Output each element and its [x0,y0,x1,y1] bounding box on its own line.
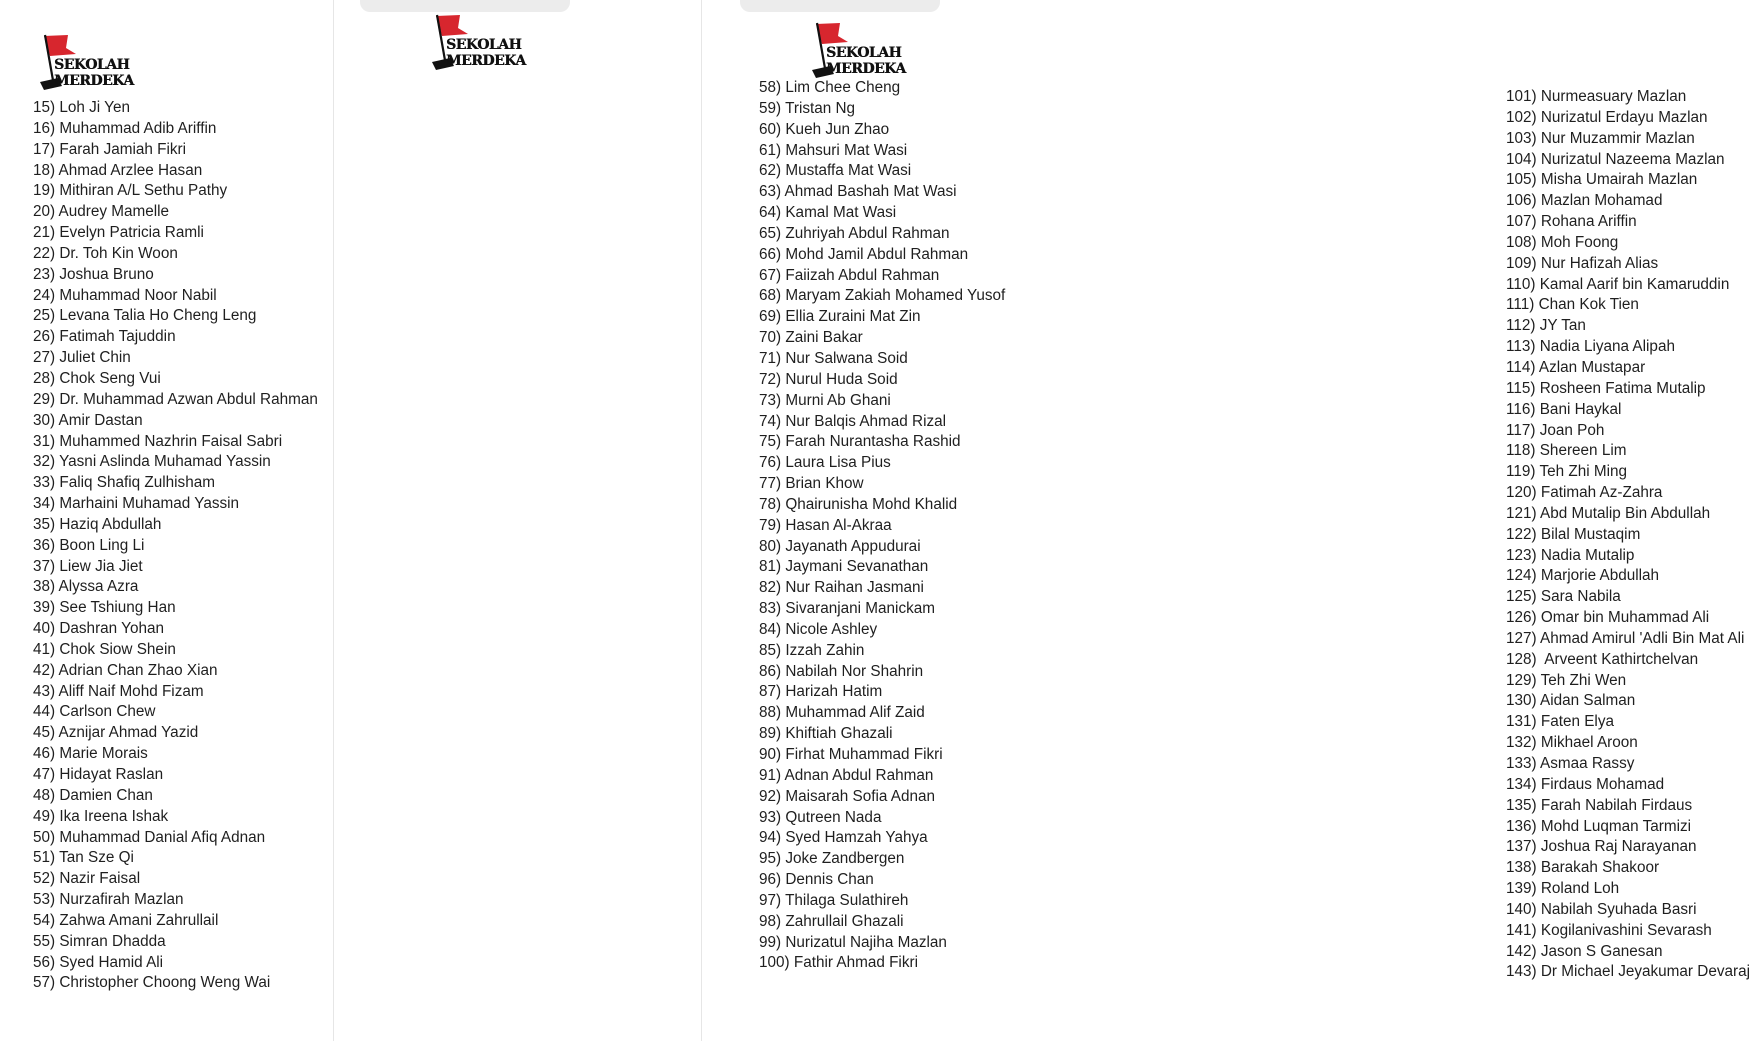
list-item: 103) Nur Muzammir Mazlan [1506,129,1695,147]
list-item: 81) Jaymani Sevanathan [759,558,929,576]
list-item: 51) Tan Sze Qi [33,849,134,867]
list-item: 25) Levana Talia Ho Cheng Leng [33,307,257,325]
list-item: 34) Marhaini Muhamad Yassin [33,495,240,513]
list-item: 107) Rohana Ariffin [1506,213,1637,231]
list-item: 20) Audrey Mamelle [33,203,170,221]
list-item: 61) Mahsuri Mat Wasi [759,141,908,159]
list-item: 117) Joan Poh [1506,421,1605,439]
list-item: 110) Kamal Aarif bin Kamaruddin [1506,275,1730,293]
list-item: 68) Maryam Zakiah Mohamed Yusof [759,287,1006,305]
list-item: 112) JY Tan [1506,317,1586,335]
list-item: 45) Aznijar Ahmad Yazid [33,724,199,742]
list-item: 21) Evelyn Patricia Ramli [33,224,204,242]
list-item: 102) Nurizatul Erdayu Mazlan [1506,108,1708,126]
list-item: 137) Joshua Raj Narayanan [1506,838,1697,856]
list-item: 88) Muhammad Alif Zaid [759,704,925,722]
list-item: 44) Carlson Chew [33,703,156,721]
list-item: 97) Thilaga Sulathireh [759,891,909,909]
list-item: 99) Nurizatul Najiha Mazlan [759,933,947,951]
list-item: 54) Zahwa Amani Zahrullail [33,911,219,929]
list-item: 90) Firhat Muhammad Fikri [759,746,943,763]
list-item: 57) Christopher Choong Weng Wai [33,974,271,992]
list-item: 127) Ahmad Amirul 'Adli Bin Mat Ali [1506,629,1745,647]
list-item: 98) Zahrullail Ghazali [759,912,904,930]
list-item: 143) Dr Michael Jeyakumar Devaraj [1506,963,1750,981]
list-item: 48) Damien Chan [33,786,153,804]
list-item: 29) Dr. Muhammad Azwan Abdul Rahman [33,390,318,408]
list-item: 85) Izzah Zahin [759,641,865,659]
list-item: 62) Mustaffa Mat Wasi [759,162,912,180]
list-item: 82) Nur Raihan Jasmani [759,579,924,597]
names-column-1 [0,0,333,1041]
list-item: 40) Dashran Yohan [33,620,164,638]
list-item: 120) Fatimah Az-Zahra [1506,484,1663,502]
list-item: 30) Amir Dastan [33,411,143,429]
logo-text-line-2: MERDEKA [54,73,134,89]
logo-text-line-2: MERDEKA [826,61,906,77]
list-item: 80) Jayanath Appudurai [759,537,921,555]
list-item: 32) Yasni Aslinda Muhamad Yassin [33,453,271,471]
list-item: 37) Liew Jia Jiet [33,557,143,575]
sekolah-merdeka-logo [40,32,134,102]
list-item: 22) Dr. Toh Kin Woon [33,244,178,262]
list-item: 52) Nazir Faisal [33,870,141,888]
sekolah-merdeka-logo [432,12,526,82]
list-item: 115) Rosheen Fatima Mutalip [1506,379,1706,397]
list-item: 47) Hidayat Raslan [33,766,164,783]
list-item: 126) Omar bin Muhammad Ali [1506,609,1710,627]
list-item: 33) Faliq Shafiq Zulhisham [33,474,215,492]
list-item: 75) Farah Nurantasha Rashid [759,433,961,451]
list-item: 122) Bilal Mustaqim [1506,525,1641,543]
list-item: 46) Marie Morais [33,745,148,763]
list-item: 118) Shereen Lim [1506,442,1627,460]
list-item: 83) Sivaranjani Manickam [759,600,935,618]
list-item: 79) Hasan Al-Akraa [759,516,892,534]
list-item: 125) Sara Nabila [1506,588,1621,606]
list-item: 26) Fatimah Tajuddin [33,328,176,346]
list-item: 77) Brian Khow [759,475,864,493]
list-item: 27) Juliet Chin [33,349,131,367]
logo-text-line-1: SEKOLAH [826,45,902,61]
list-item: 41) Chok Siow Shein [33,640,176,658]
list-item: 70) Zaini Bakar [759,329,863,347]
list-item: 58) Lim Chee Cheng [759,79,901,96]
list-item: 35) Haziq Abdullah [33,515,162,533]
list-item: 114) Azlan Mustapar [1506,358,1646,376]
list-item: 73) Murni Ab Ghani [759,391,891,409]
list-item: 18) Ahmad Arzlee Hasan [33,161,203,179]
list-item: 106) Mazlan Mohamad [1506,192,1663,210]
list-item: 96) Dennis Chan [759,871,874,889]
list-item: 123) Nadia Mutalip [1506,546,1635,564]
list-item: 84) Nicole Ashley [759,620,878,638]
list-item: 74) Nur Balqis Ahmad Rizal [759,412,947,430]
list-item: 23) Joshua Bruno [33,265,154,283]
list-item: 91) Adnan Abdul Rahman [759,766,934,784]
list-item: 76) Laura Lisa Pius [759,454,891,472]
list-item: 55) Simran Dhadda [33,932,166,950]
list-item: 133) Asmaa Rassy [1506,755,1635,772]
list-item: 60) Kueh Jun Zhao [759,120,890,138]
names-list [33,98,318,994]
list-item: 28) Chok Seng Vui [33,369,161,387]
list-item: 94) Syed Hamzah Yahya [759,829,928,847]
list-item: 142) Jason S Ganesan [1506,942,1663,960]
list-item: 138) Barakah Shakoor [1506,859,1660,877]
list-item: 49) Ika Ireena Ishak [33,807,169,825]
list-item: 71) Nur Salwana Soid [759,349,908,367]
list-item: 129) Teh Zhi Wen [1506,671,1627,689]
list-item: 66) Mohd Jamil Abdul Rahman [759,245,969,263]
list-item: 95) Joke Zandbergen [759,850,905,868]
list-item: 113) Nadia Liyana Alipah [1506,338,1675,356]
list-item: 131) Faten Elya [1506,713,1614,731]
list-item: 108) Moh Foong [1506,233,1619,251]
list-item: 135) Farah Nabilah Firdaus [1506,796,1693,814]
list-item: 19) Mithiran A/L Sethu Pathy [33,182,228,200]
list-item: 53) Nurzafirah Mazlan [33,891,184,909]
list-item: 65) Zuhriyah Abdul Rahman [759,224,950,242]
list-item: 128) Arveent Kathirtchelvan [1506,650,1699,668]
list-item: 111) Chan Kok Tien [1506,296,1639,314]
list-item: 64) Kamal Mat Wasi [759,204,897,222]
list-item: 43) Aliff Naif Mohd Fizam [33,682,204,700]
list-item: 121) Abd Mutalip Bin Abdullah [1506,504,1711,522]
list-item: 124) Marjorie Abdullah [1506,567,1660,585]
list-item: 67) Faiizah Abdul Rahman [759,266,940,284]
list-item: 72) Nurul Huda Soid [759,370,898,388]
list-item: 93) Qutreen Nada [759,808,882,826]
list-item: 141) Kogilanivashini Sevarash [1506,921,1712,939]
list-item: 59) Tristan Ng [759,99,856,117]
list-item: 36) Boon Ling Li [33,536,145,554]
list-item: 101) Nurmeasuary Mazlan [1506,88,1687,105]
list-item: 50) Muhammad Danial Afiq Adnan [33,828,266,846]
list-item: 139) Roland Loh [1506,880,1620,898]
list-item: 104) Nurizatul Nazeema Mazlan [1506,150,1725,168]
names-column-3 [702,0,1750,1041]
list-item: 56) Syed Hamid Ali [33,953,164,971]
list-item: 31) Muhammed Nazhrin Faisal Sabri [33,432,283,450]
logo-text-line-1: SEKOLAH [446,37,522,53]
names-list [1506,87,1750,983]
list-item: 100) Fathir Ahmad Fikri [759,954,918,972]
list-item: 38) Alyssa Azra [33,578,139,596]
list-item: 119) Teh Zhi Ming [1506,463,1628,481]
list-item: 116) Bani Haykal [1506,400,1622,418]
list-item: 134) Firdaus Mohamad [1506,775,1665,793]
list-item: 78) Qhairunisha Mohd Khalid [759,495,958,513]
list-item: 109) Nur Hafizah Alias [1506,254,1659,272]
list-item: 86) Nabilah Nor Shahrin [759,662,924,680]
list-item: 105) Misha Umairah Mazlan [1506,171,1698,189]
list-item: 24) Muhammad Noor Nabil [33,286,217,304]
logo-text-line-2: MERDEKA [446,53,526,69]
list-item: 42) Adrian Chan Zhao Xian [33,661,218,679]
list-item: 92) Maisarah Sofia Adnan [759,787,936,805]
list-item: 132) Mikhael Aroon [1506,734,1638,752]
list-item: 140) Nabilah Syuhada Basri [1506,900,1697,918]
list-item: 136) Mohd Luqman Tarmizi [1506,817,1692,835]
list-item: 39) See Tshiung Han [33,599,176,617]
list-item: 15) Loh Ji Yen [33,99,130,116]
sekolah-merdeka-logo [812,20,906,90]
list-item: 130) Aidan Salman [1506,692,1636,710]
list-item: 16) Muhammad Adib Ariffin [33,119,217,137]
list-item: 89) Khiftiah Ghazali [759,725,893,743]
list-item: 87) Harizah Hatim [759,683,883,701]
names-column-2 [334,0,1006,1041]
list-item: 17) Farah Jamiah Fikri [33,140,187,158]
list-item: 63) Ahmad Bashah Mat Wasi [759,183,957,201]
logo-text-line-1: SEKOLAH [54,57,130,73]
list-item: 69) Ellia Zuraini Mat Zin [759,308,921,326]
